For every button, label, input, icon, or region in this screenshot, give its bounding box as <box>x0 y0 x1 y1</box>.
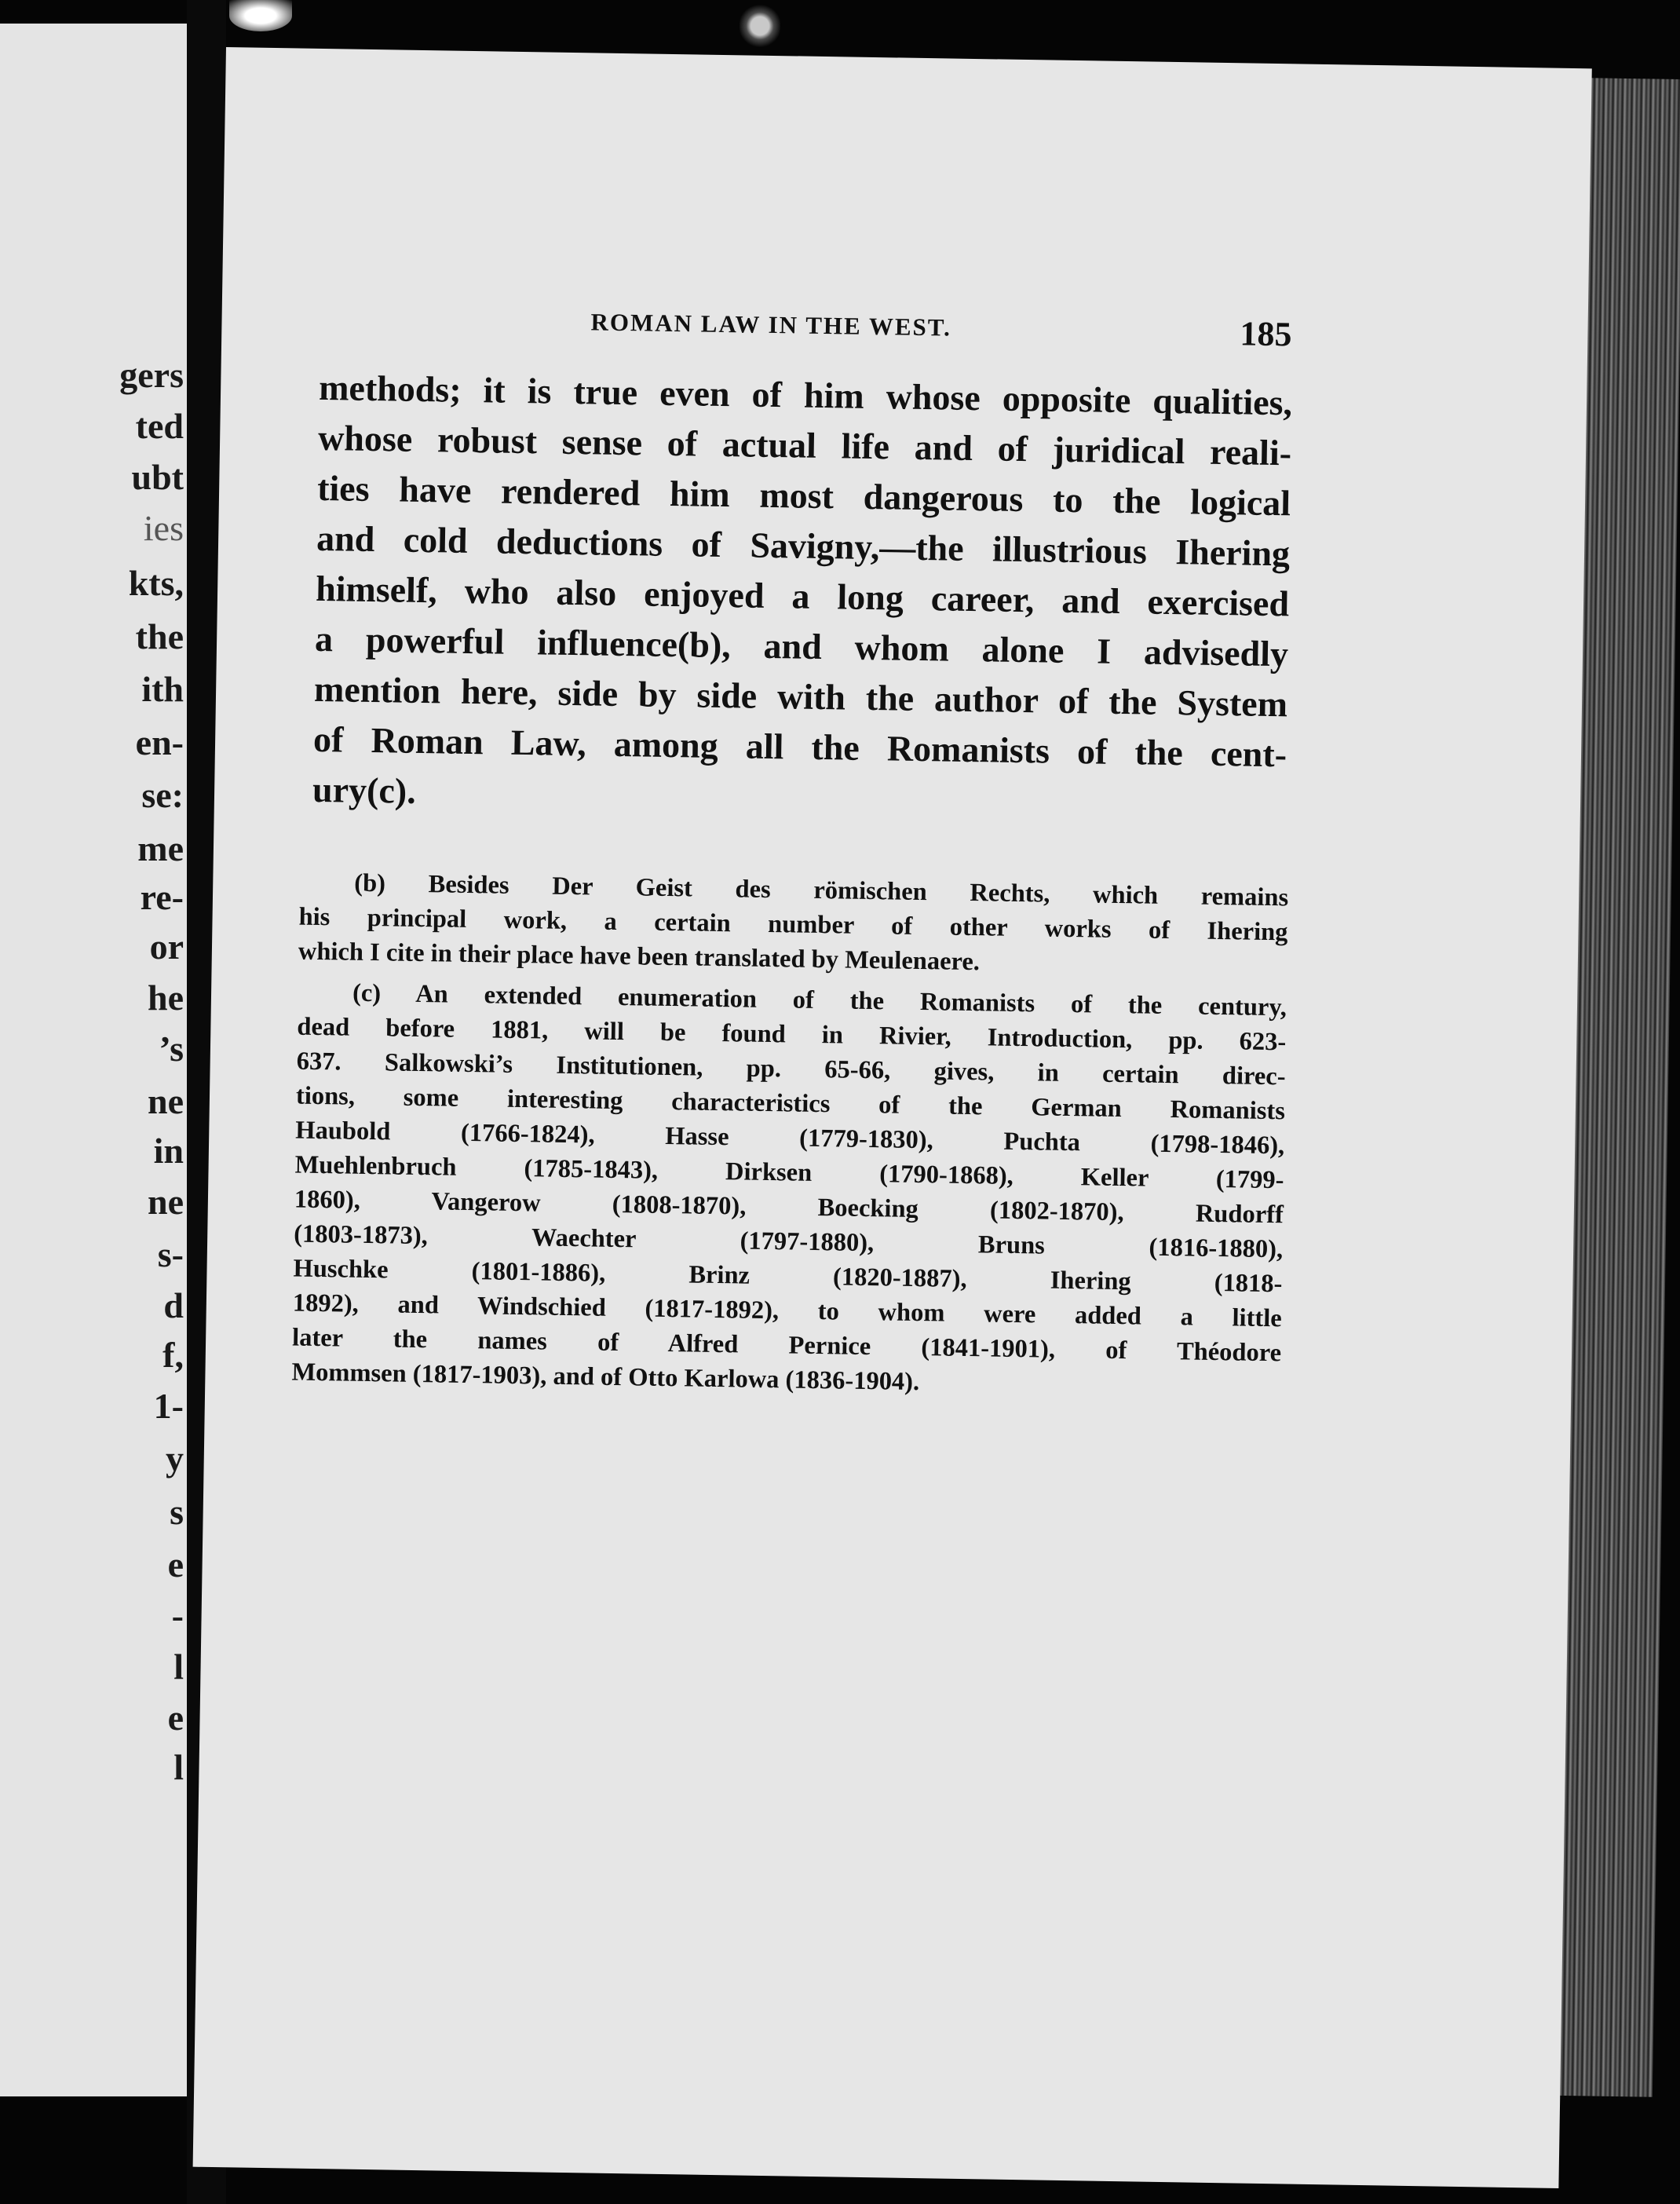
body-line: himself, who also enjoyed a long career, and exercised <box>315 568 1290 624</box>
footnote-line: Huschke (1801-1886), Brinz (1820-1887), Ihering (1818- <box>293 1254 1283 1299</box>
footnote-line: 1860), Vangerow (1808-1870), Boecking (1802-1870), Rudorff <box>294 1185 1284 1230</box>
footnote-line: his principal work, a certain number of other works of Ihering <box>298 902 1288 947</box>
body-line: whose robust sense of actual life and of juridical reali- <box>317 417 1292 473</box>
left-page-text: ted <box>135 406 184 446</box>
left-page-text: - <box>171 1595 184 1636</box>
left-page-text: e <box>167 1698 184 1738</box>
left-page-text: l <box>173 1647 184 1687</box>
footnote-line: (c) An extended enumeration of the Romanists of the century, <box>352 978 1287 1022</box>
left-page-text: gers <box>119 355 184 395</box>
left-page-fragment <box>0 24 187 2096</box>
body-line: methods; it is true even of him whose opposite qualities, <box>318 367 1293 423</box>
running-head: ROMAN LAW IN THE WEST. <box>590 308 952 342</box>
left-page-text: d <box>163 1285 184 1325</box>
footnote-line: later the names of Alfred Pernice (1841-1901), of Théodore <box>291 1323 1282 1368</box>
footnote-line: Muehlenbruch (1785-1843), Dirksen (1790-1868), Keller (1799- <box>294 1150 1284 1195</box>
body-line: a powerful influence(b), and whom alone I advisedly <box>314 618 1289 674</box>
footnote-line: (b) Besides Der Geist des römischen Rechts, which remains <box>354 868 1289 912</box>
left-page-text: e <box>167 1544 184 1584</box>
left-page-text: or <box>149 927 184 967</box>
left-page-text: 1- <box>153 1386 184 1426</box>
footnote-line: Mommsen (1817-1903), and of Otto Karlowa (1836-1904). <box>291 1358 920 1397</box>
left-page-text: l <box>173 1747 184 1787</box>
body-line: ury(c). <box>312 769 417 811</box>
footnote-line: 1892), and Windschied (1817-1892), to whom were added a little <box>292 1288 1283 1333</box>
footnote-line: tions, some interesting characteristics of the German Romanists <box>295 1081 1286 1126</box>
left-page-text: s- <box>157 1234 184 1274</box>
left-page-text: he <box>148 978 184 1018</box>
left-page-text: s <box>170 1492 184 1532</box>
body-paragraph <box>312 363 1293 830</box>
left-page-text: ubt <box>131 457 184 497</box>
page-header <box>221 302 1588 371</box>
left-page-text: re- <box>140 877 184 917</box>
body-line: of Roman Law, among all the Romanists of the cent- <box>312 718 1287 775</box>
left-page-text: en- <box>135 722 184 762</box>
body-line: mention here, side by side with the author of the System <box>313 668 1288 725</box>
left-page-text: me <box>137 828 184 868</box>
left-page-text: y <box>166 1438 184 1478</box>
body-line: and cold deductions of Savigny,—the illustrious Ihering <box>316 517 1291 574</box>
left-page-text: ne <box>148 1081 184 1121</box>
ornament-mark <box>740 3 780 49</box>
left-page-text: kts, <box>128 563 184 603</box>
footnote-line: which I cite in their place have been translated by Meulenaere. <box>298 937 981 977</box>
left-page-text: f, <box>163 1335 184 1375</box>
footnote-line: (1803-1873), Waechter (1797-1880), Bruns (1816-1880), <box>293 1219 1284 1264</box>
left-page-text: ith <box>141 669 184 709</box>
left-page-text: se: <box>141 775 184 815</box>
left-page-text: the <box>135 616 184 656</box>
page-number: 185 <box>1240 314 1292 354</box>
left-page-text: ne <box>148 1182 184 1222</box>
footnote-b <box>298 865 1289 985</box>
footnote-line: dead before 1881, will be found in Rivier, Introduction, pp. 623- <box>297 1012 1287 1057</box>
body-line: ties have rendered him most dangerous to the logical <box>316 467 1291 524</box>
footnote-c <box>291 975 1287 1405</box>
footnote-line: Haubold (1766-1824), Hasse (1779-1830), Puchta (1798-1846), <box>295 1116 1285 1160</box>
footnotes <box>291 865 1288 1405</box>
footnote-line: 637. Salkowski’s Institutionen, pp. 65-66, gives, in certain direc- <box>296 1047 1286 1091</box>
book-page <box>193 47 1592 2188</box>
left-page-text: in <box>153 1131 184 1171</box>
left-page-text: ies <box>143 508 184 548</box>
left-page-text: ’s <box>159 1029 184 1069</box>
light-glare <box>229 0 292 31</box>
